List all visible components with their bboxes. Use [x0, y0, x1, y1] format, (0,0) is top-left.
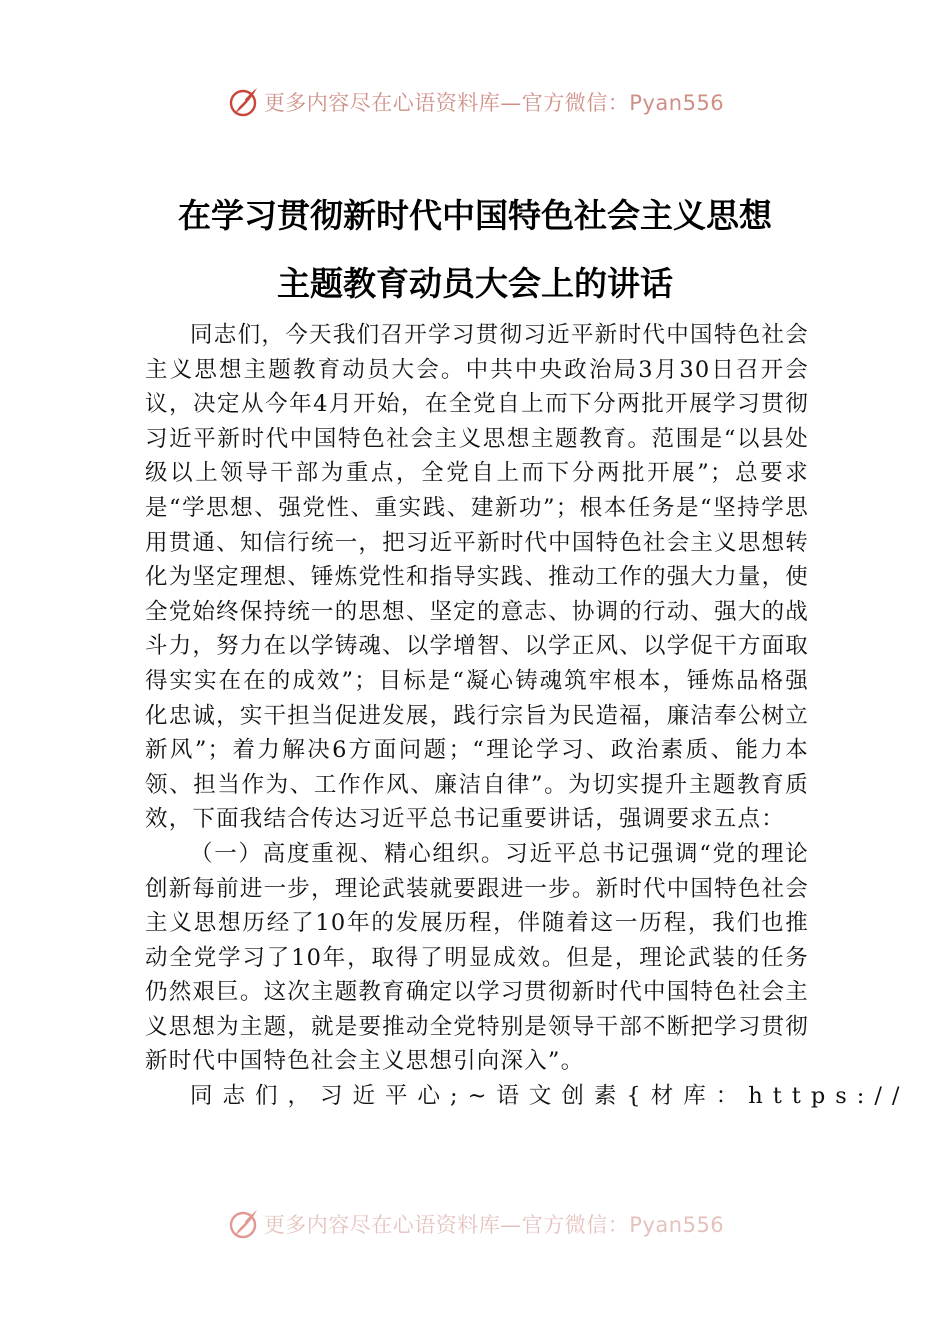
paragraph-3-partial: 同志们，习近平心;~语文创素{材库：https://: [190, 1083, 910, 1110]
document-title-line1: 在学习贯彻新时代中国特色社会主义思想: [178, 196, 772, 235]
watermark-banner-top: [0, 82, 950, 122]
watermark-banner-bottom: [0, 1204, 950, 1244]
document-body: [145, 318, 910, 1114]
watermark-text-bottom: 更多内容尽在心语资料库—官方微信：Pyan556: [263, 1213, 725, 1237]
quill-logo-icon: [226, 1207, 260, 1241]
quill-logo-icon: [226, 85, 260, 119]
watermark-text: 更多内容尽在心语资料库—官方微信：Pyan556: [263, 91, 725, 115]
paragraph-1: 同志们，今天我们召开学习贯彻习近平新时代中国特色社会主义思想主题教育动员大会。中共中央政治局3月30日召开会议，决定从今年4月开始，在全党自上而下分两批开展学习贯彻习近平新时代中国特色社会主义思想主题教育。范围是“以县处级以上领导干部为重点，全党自上而下分两批开展”；总要求是“学思想、强党性、重实践、建新功”；根本任务是“坚持学思用贯通、知信行统一，把习近平新时代中国特色社会主义思想转化为坚定理想、锤炼党性和指导实践、推动工作的强大力量，使全党始终保持统一的思想、坚定的意志、协调的行动、强大的战斗力，努力在以学铸魂、以学增智、以学正风、以学促干方面取得实实在在的成效”；目标是“凝心铸魂筑牢根本，锤炼品格强化忠诚，实干担当促进发展，践行宗旨为民造福，廉洁奉公树立新风”；着力解决6方面问题；“理论学习、政治素质、能力本领、担当作为、工作作风、廉洁自律”。为切实提升主题教育质效，下面我结合传达习近平总书记重要讲话，强调要求五点：: [145, 322, 809, 833]
paragraph-2: （一）高度重视、精心组织。习近平总书记强调“党的理论创新每前进一步，理论武装就要跟进一步。新时代中国特色社会主义思想历经了10年的发展历程，伴随着这一历程，我们也推动全党学习了10年，取得了明显成效。但是，理论武装的任务仍然艰巨。这次主题教育确定以学习贯彻新时代中国特色社会主义思想为主题，就是要推动全党特别是领导干部不断把学习贯彻新时代中国特色社会主义思想引向深入”。: [145, 840, 809, 1075]
document-title-line2: 主题教育动员大会上的讲话: [277, 264, 673, 303]
